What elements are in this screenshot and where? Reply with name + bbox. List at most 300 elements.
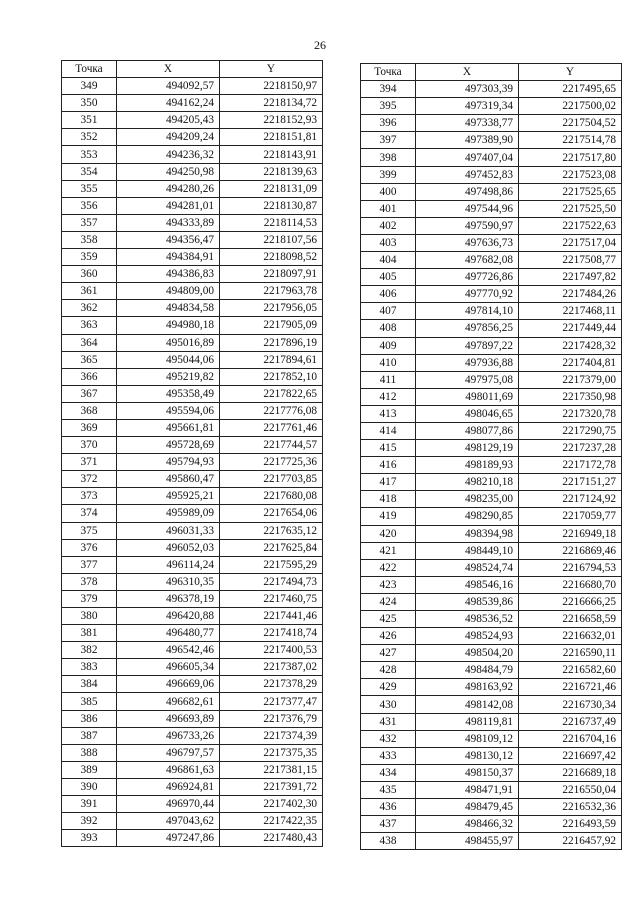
- x-coordinate: 498109,12: [416, 730, 519, 747]
- x-coordinate: 497726,86: [416, 269, 519, 286]
- x-coordinate: 495989,09: [117, 505, 220, 522]
- x-coordinate: 498210,18: [416, 474, 519, 491]
- point-number: 375: [62, 522, 117, 539]
- table-row: [361, 183, 622, 200]
- table-row: [62, 231, 323, 248]
- point-number: 394: [361, 81, 416, 98]
- point-number: 405: [361, 269, 416, 286]
- x-coordinate: 496797,57: [117, 744, 220, 761]
- point-number: 434: [361, 764, 416, 781]
- y-coordinate: 2217905,09: [220, 317, 323, 334]
- x-coordinate: 494356,47: [117, 231, 220, 248]
- y-coordinate: 2217508,77: [519, 252, 622, 269]
- point-number: 419: [361, 508, 416, 525]
- point-number: 350: [62, 95, 117, 112]
- point-number: 389: [62, 761, 117, 778]
- y-coordinate: 2216550,04: [519, 781, 622, 798]
- x-coordinate: 495794,93: [117, 454, 220, 471]
- y-coordinate: 2217500,02: [519, 98, 622, 115]
- table-row: [62, 78, 323, 95]
- table-row: [62, 608, 323, 625]
- table-row: [62, 693, 323, 710]
- y-coordinate: 2217124,92: [519, 491, 622, 508]
- table-row: [361, 252, 622, 269]
- point-number: 365: [62, 351, 117, 368]
- y-coordinate: 2217894,61: [220, 351, 323, 368]
- table-row: [62, 796, 323, 813]
- point-number: 430: [361, 696, 416, 713]
- point-number: 386: [62, 710, 117, 727]
- y-coordinate: 2218143,91: [220, 146, 323, 163]
- point-number: 398: [361, 149, 416, 166]
- point-number: 404: [361, 252, 416, 269]
- point-number: 396: [361, 115, 416, 132]
- x-coordinate: 498524,74: [416, 559, 519, 576]
- point-number: 355: [62, 180, 117, 197]
- x-coordinate: 498290,85: [416, 508, 519, 525]
- y-coordinate: 2217822,65: [220, 385, 323, 402]
- x-coordinate: 498394,98: [416, 525, 519, 542]
- x-coordinate: 494980,18: [117, 317, 220, 334]
- x-coordinate: 495358,49: [117, 385, 220, 402]
- coordinates-table-right: [360, 63, 622, 850]
- point-number: 378: [62, 573, 117, 590]
- x-coordinate: 496480,77: [117, 625, 220, 642]
- y-coordinate: 2216949,18: [519, 525, 622, 542]
- point-number: 380: [62, 608, 117, 625]
- point-number: 401: [361, 200, 416, 217]
- point-number: 387: [62, 727, 117, 744]
- y-coordinate: 2217595,29: [220, 556, 323, 573]
- y-coordinate: 2218130,87: [220, 197, 323, 214]
- y-coordinate: 2218151,81: [220, 129, 323, 146]
- table-row: [361, 217, 622, 234]
- y-coordinate: 2217418,74: [220, 625, 323, 642]
- table-row: [361, 730, 622, 747]
- point-number: 374: [62, 505, 117, 522]
- table-row: [62, 778, 323, 795]
- table-row: [361, 645, 622, 662]
- y-coordinate: 2217525,65: [519, 183, 622, 200]
- y-coordinate: 2217725,36: [220, 454, 323, 471]
- table-row: [62, 95, 323, 112]
- x-coordinate: 497452,83: [416, 166, 519, 183]
- table-row: [62, 368, 323, 385]
- x-coordinate: 497407,04: [416, 149, 519, 166]
- y-coordinate: 2217374,39: [220, 727, 323, 744]
- x-coordinate: 494809,00: [117, 283, 220, 300]
- point-number: 356: [62, 197, 117, 214]
- y-coordinate: 2217151,27: [519, 474, 622, 491]
- table-row: [62, 710, 323, 727]
- point-number: 399: [361, 166, 416, 183]
- point-number: 432: [361, 730, 416, 747]
- table-row: [62, 214, 323, 231]
- table-row: [62, 813, 323, 830]
- table-row: [361, 662, 622, 679]
- y-coordinate: 2217497,82: [519, 269, 622, 286]
- point-number: 383: [62, 659, 117, 676]
- table-row: [361, 440, 622, 457]
- point-number: 391: [62, 796, 117, 813]
- point-number: 421: [361, 542, 416, 559]
- table-row: [62, 488, 323, 505]
- table-row: [361, 576, 622, 593]
- point-number: 413: [361, 405, 416, 422]
- point-number: 397: [361, 132, 416, 149]
- point-number: 388: [62, 744, 117, 761]
- x-coordinate: 498142,08: [416, 696, 519, 713]
- point-number: 436: [361, 799, 416, 816]
- point-number: 384: [62, 676, 117, 693]
- point-number: 433: [361, 747, 416, 764]
- table-row: [62, 351, 323, 368]
- point-number: 372: [62, 471, 117, 488]
- header-x: X: [117, 61, 220, 78]
- table-row: [62, 419, 323, 436]
- point-number: 435: [361, 781, 416, 798]
- x-coordinate: 495594,06: [117, 402, 220, 419]
- table-row: [361, 525, 622, 542]
- y-coordinate: 2217290,75: [519, 422, 622, 439]
- point-number: 437: [361, 816, 416, 833]
- table-row: [361, 98, 622, 115]
- y-coordinate: 2216697,42: [519, 747, 622, 764]
- x-coordinate: 494236,32: [117, 146, 220, 163]
- point-number: 359: [62, 249, 117, 266]
- table-row: [361, 115, 622, 132]
- y-coordinate: 2218114,53: [220, 214, 323, 231]
- point-number: 426: [361, 628, 416, 645]
- point-number: 371: [62, 454, 117, 471]
- point-number: 420: [361, 525, 416, 542]
- point-number: 390: [62, 778, 117, 795]
- point-number: 407: [361, 303, 416, 320]
- point-number: 414: [361, 422, 416, 439]
- y-coordinate: 2217428,32: [519, 337, 622, 354]
- table-row: [361, 764, 622, 781]
- x-coordinate: 498536,52: [416, 611, 519, 628]
- x-coordinate: 496669,06: [117, 676, 220, 693]
- table-row: [62, 454, 323, 471]
- y-coordinate: 2216704,16: [519, 730, 622, 747]
- x-coordinate: 497303,39: [416, 81, 519, 98]
- table-row: [361, 388, 622, 405]
- point-number: 392: [62, 813, 117, 830]
- x-coordinate: 498455,97: [416, 833, 519, 850]
- y-coordinate: 2217522,63: [519, 217, 622, 234]
- table-row: [361, 457, 622, 474]
- x-coordinate: 494384,91: [117, 249, 220, 266]
- table-row: [361, 474, 622, 491]
- y-coordinate: 2217635,12: [220, 522, 323, 539]
- point-number: 369: [62, 419, 117, 436]
- y-coordinate: 2217896,19: [220, 334, 323, 351]
- x-coordinate: 497247,86: [117, 830, 220, 847]
- y-coordinate: 2216632,01: [519, 628, 622, 645]
- x-coordinate: 498539,86: [416, 593, 519, 610]
- x-coordinate: 498466,32: [416, 816, 519, 833]
- x-coordinate: 495016,89: [117, 334, 220, 351]
- y-coordinate: 2218139,63: [220, 163, 323, 180]
- point-number: 403: [361, 234, 416, 251]
- table-row: [62, 317, 323, 334]
- y-coordinate: 2217402,30: [220, 796, 323, 813]
- table-row: [361, 781, 622, 798]
- y-coordinate: 2216680,70: [519, 576, 622, 593]
- x-coordinate: 496605,34: [117, 659, 220, 676]
- y-coordinate: 2216689,18: [519, 764, 622, 781]
- y-coordinate: 2217320,78: [519, 405, 622, 422]
- x-coordinate: 498150,37: [416, 764, 519, 781]
- table-row: [361, 81, 622, 98]
- y-coordinate: 2217523,08: [519, 166, 622, 183]
- table-row: [361, 303, 622, 320]
- point-number: 367: [62, 385, 117, 402]
- x-coordinate: 496693,89: [117, 710, 220, 727]
- table-row: [361, 337, 622, 354]
- table-row: [62, 539, 323, 556]
- x-coordinate: 495219,82: [117, 368, 220, 385]
- table-row: [62, 522, 323, 539]
- y-coordinate: 2217391,72: [220, 778, 323, 795]
- point-number: 353: [62, 146, 117, 163]
- y-coordinate: 2218098,52: [220, 249, 323, 266]
- x-coordinate: 496970,44: [117, 796, 220, 813]
- point-number: 422: [361, 559, 416, 576]
- y-coordinate: 2217460,75: [220, 590, 323, 607]
- point-number: 381: [62, 625, 117, 642]
- table-row: [361, 491, 622, 508]
- point-number: 400: [361, 183, 416, 200]
- table-row: [361, 320, 622, 337]
- x-coordinate: 495044,06: [117, 351, 220, 368]
- x-coordinate: 498119,81: [416, 713, 519, 730]
- point-number: 408: [361, 320, 416, 337]
- y-coordinate: 2217404,81: [519, 354, 622, 371]
- y-coordinate: 2217378,29: [220, 676, 323, 693]
- point-number: 360: [62, 266, 117, 283]
- point-number: 416: [361, 457, 416, 474]
- y-coordinate: 2216666,25: [519, 593, 622, 610]
- y-coordinate: 2217377,47: [220, 693, 323, 710]
- x-coordinate: 498449,10: [416, 542, 519, 559]
- x-coordinate: 495661,81: [117, 419, 220, 436]
- table-row: [62, 505, 323, 522]
- x-coordinate: 497814,10: [416, 303, 519, 320]
- point-number: 395: [361, 98, 416, 115]
- x-coordinate: 494280,26: [117, 180, 220, 197]
- point-number: 361: [62, 283, 117, 300]
- table-row: [361, 833, 622, 850]
- table-row: [361, 542, 622, 559]
- x-coordinate: 498163,92: [416, 679, 519, 696]
- x-coordinate: 496031,33: [117, 522, 220, 539]
- page-number: 26: [314, 38, 326, 52]
- x-coordinate: 494205,43: [117, 112, 220, 129]
- point-number: 427: [361, 645, 416, 662]
- table-row: [62, 471, 323, 488]
- x-coordinate: 494162,24: [117, 95, 220, 112]
- x-coordinate: 497043,62: [117, 813, 220, 830]
- table-row: [361, 713, 622, 730]
- y-coordinate: 2217956,05: [220, 300, 323, 317]
- table-row: [361, 559, 622, 576]
- table-row: [62, 573, 323, 590]
- y-coordinate: 2217703,85: [220, 471, 323, 488]
- x-coordinate: 497319,34: [416, 98, 519, 115]
- y-coordinate: 2218107,56: [220, 231, 323, 248]
- header-y: Y: [519, 64, 622, 81]
- table-row: [62, 300, 323, 317]
- table-row: [361, 286, 622, 303]
- y-coordinate: 2217376,79: [220, 710, 323, 727]
- y-coordinate: 2217852,10: [220, 368, 323, 385]
- point-number: 423: [361, 576, 416, 593]
- point-number: 411: [361, 371, 416, 388]
- x-coordinate: 494281,01: [117, 197, 220, 214]
- y-coordinate: 2218097,91: [220, 266, 323, 283]
- point-number: 424: [361, 593, 416, 610]
- x-coordinate: 494092,57: [117, 78, 220, 95]
- y-coordinate: 2217441,46: [220, 608, 323, 625]
- x-coordinate: 497498,86: [416, 183, 519, 200]
- y-coordinate: 2217514,78: [519, 132, 622, 149]
- y-coordinate: 2216590,11: [519, 645, 622, 662]
- point-number: 409: [361, 337, 416, 354]
- x-coordinate: 497856,25: [416, 320, 519, 337]
- y-coordinate: 2217387,02: [220, 659, 323, 676]
- y-coordinate: 2217517,80: [519, 149, 622, 166]
- table-row: [361, 405, 622, 422]
- header-point: Точка: [62, 61, 117, 78]
- y-coordinate: 2217172,78: [519, 457, 622, 474]
- table-header-row: [361, 64, 622, 81]
- point-number: 406: [361, 286, 416, 303]
- x-coordinate: 498235,00: [416, 491, 519, 508]
- x-coordinate: 498504,20: [416, 645, 519, 662]
- table-row: [62, 180, 323, 197]
- y-coordinate: 2217449,44: [519, 320, 622, 337]
- point-number: 363: [62, 317, 117, 334]
- y-coordinate: 2217776,08: [220, 402, 323, 419]
- point-number: 366: [62, 368, 117, 385]
- table-row: [62, 402, 323, 419]
- y-coordinate: 2217517,04: [519, 234, 622, 251]
- table-row: [361, 747, 622, 764]
- x-coordinate: 495860,47: [117, 471, 220, 488]
- table-row: [361, 422, 622, 439]
- x-coordinate: 496420,88: [117, 608, 220, 625]
- y-coordinate: 2216737,49: [519, 713, 622, 730]
- point-number: 373: [62, 488, 117, 505]
- point-number: 412: [361, 388, 416, 405]
- point-number: 429: [361, 679, 416, 696]
- y-coordinate: 2217059,77: [519, 508, 622, 525]
- point-number: 354: [62, 163, 117, 180]
- table-row: [62, 129, 323, 146]
- y-coordinate: 2217480,43: [220, 830, 323, 847]
- table-row: [361, 234, 622, 251]
- point-number: 358: [62, 231, 117, 248]
- table-row: [361, 799, 622, 816]
- x-coordinate: 496733,26: [117, 727, 220, 744]
- point-number: 377: [62, 556, 117, 573]
- x-coordinate: 497936,88: [416, 354, 519, 371]
- table-row: [361, 816, 622, 833]
- table-row: [62, 249, 323, 266]
- table-header-row: [62, 61, 323, 78]
- y-coordinate: 2216457,92: [519, 833, 622, 850]
- y-coordinate: 2217625,84: [220, 539, 323, 556]
- point-number: 368: [62, 402, 117, 419]
- table-row: [62, 830, 323, 847]
- table-row: [361, 611, 622, 628]
- x-coordinate: 497682,08: [416, 252, 519, 269]
- point-number: 376: [62, 539, 117, 556]
- y-coordinate: 2217237,28: [519, 440, 622, 457]
- table-row: [62, 163, 323, 180]
- table-row: [361, 132, 622, 149]
- y-coordinate: 2218152,93: [220, 112, 323, 129]
- point-number: 402: [361, 217, 416, 234]
- x-coordinate: 494209,24: [117, 129, 220, 146]
- header-y: Y: [220, 61, 323, 78]
- y-coordinate: 2217484,26: [519, 286, 622, 303]
- point-number: 393: [62, 830, 117, 847]
- point-number: 415: [361, 440, 416, 457]
- y-coordinate: 2217379,00: [519, 371, 622, 388]
- point-number: 379: [62, 590, 117, 607]
- x-coordinate: 496542,46: [117, 642, 220, 659]
- x-coordinate: 498046,65: [416, 405, 519, 422]
- table-row: [361, 200, 622, 217]
- x-coordinate: 496861,63: [117, 761, 220, 778]
- y-coordinate: 2216730,34: [519, 696, 622, 713]
- point-number: 364: [62, 334, 117, 351]
- x-coordinate: 496052,03: [117, 539, 220, 556]
- y-coordinate: 2217525,50: [519, 200, 622, 217]
- table-row: [62, 556, 323, 573]
- x-coordinate: 497975,08: [416, 371, 519, 388]
- x-coordinate: 497544,96: [416, 200, 519, 217]
- x-coordinate: 498546,16: [416, 576, 519, 593]
- table-row: [361, 696, 622, 713]
- table-row: [62, 266, 323, 283]
- table-row: [62, 761, 323, 778]
- y-coordinate: 2217761,46: [220, 419, 323, 436]
- table-row: [361, 593, 622, 610]
- x-coordinate: 495925,21: [117, 488, 220, 505]
- x-coordinate: 498129,19: [416, 440, 519, 457]
- y-coordinate: 2217654,06: [220, 505, 323, 522]
- x-coordinate: 498524,93: [416, 628, 519, 645]
- point-number: 438: [361, 833, 416, 850]
- point-number: 385: [62, 693, 117, 710]
- y-coordinate: 2217504,52: [519, 115, 622, 132]
- y-coordinate: 2217400,53: [220, 642, 323, 659]
- table-row: [361, 269, 622, 286]
- table-row: [62, 197, 323, 214]
- x-coordinate: 497770,92: [416, 286, 519, 303]
- x-coordinate: 498077,86: [416, 422, 519, 439]
- x-coordinate: 495728,69: [117, 437, 220, 454]
- table-row: [62, 283, 323, 300]
- y-coordinate: 2216493,59: [519, 816, 622, 833]
- x-coordinate: 497389,90: [416, 132, 519, 149]
- table-row: [62, 334, 323, 351]
- y-coordinate: 2216658,59: [519, 611, 622, 628]
